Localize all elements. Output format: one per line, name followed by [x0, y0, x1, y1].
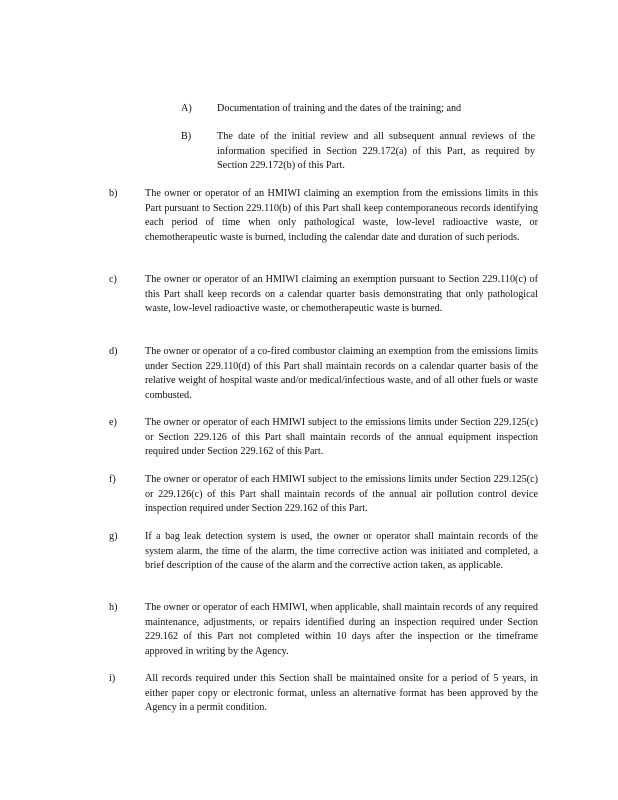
list-item-text: If a bag leak detection system is used, the owner or operator shall maintain records of the system alarm, the time of the alarm, the time corrective action was initiated and completed, a brief description of the cause of the alarm and the corrective action taken, as applicable.: [145, 531, 538, 572]
list-item-text: All records required under this Section shall be maintained onsite for a period of 5 years, in either paper copy or electronic format, unless an alternative format has been approved by the Agency in a permit condition.: [145, 673, 538, 714]
list-item-marker: c): [109, 274, 117, 285]
list-item-marker: d): [109, 346, 118, 357]
list-item-marker: b): [109, 188, 118, 199]
list-item-marker: g): [109, 531, 118, 542]
list-item-marker: i): [109, 673, 116, 684]
list-item-text: The owner or operator of each HMIWI subject to the emissions limits under Section 229.125(c) or 229.126(c) of this Part shall maintain records of the annual air pollution control device inspection required under Section 229.162 of this Part.: [145, 474, 538, 515]
list-item-text: The owner or operator of a co-fired combustor claiming an exemption from the emissions limits under Section 229.110(d) of this Part shall maintain records on a calendar quarter basis of the relative weight of hospital waste and/or medical/infectious waste, and of all other fuels or waste combusted.: [145, 346, 538, 401]
list-item-text: The owner or operator of each HMIWI subject to the emissions limits under Section 229.125(c) or Section 229.126 of this Part shall maintain records of the annual equipment inspection required under Section 229.162 of this Part.: [145, 417, 538, 458]
list-item-text: The owner or operator of each HMIWI, when applicable, shall maintain records of any required maintenance, adjustments, or repairs identified during an inspection required under Section 229.162 of this Part not completed within 10 days after the inspection or the timeframe approved in writing by the Agency.: [145, 602, 538, 657]
sub-item-marker: A): [181, 103, 192, 114]
list-item-text: The owner or operator of an HMIWI claiming an exemption pursuant to Section 229.110(c) of this Part shall keep records on a calendar quarter basis demonstrating that only pathological waste, low-level radioactive waste, or chemotherapeutic waste is burned.: [145, 274, 538, 315]
list-item-text: The owner or operator of an HMIWI claiming an exemption from the emissions limits in this Part pursuant to Section 229.110(b) of this Part shall keep contemporaneous records identifying each period of time when only pathological waste, low-level radioactive waste, or chemotherapeutic waste is burned, including the calendar date and duration of such periods.: [145, 188, 538, 243]
list-item-marker: f): [109, 474, 116, 485]
list-item-marker: e): [109, 417, 117, 428]
sub-item-marker: B): [181, 131, 192, 142]
sub-item-text: Documentation of training and the dates of the training; and: [217, 103, 462, 114]
sub-item-text: The date of the initial review and all subsequent annual reviews of the information specified in Section 229.172(a) of this Part, as required by Section 229.172(b) of this Part.: [217, 131, 535, 172]
list-item-marker: h): [109, 602, 118, 613]
